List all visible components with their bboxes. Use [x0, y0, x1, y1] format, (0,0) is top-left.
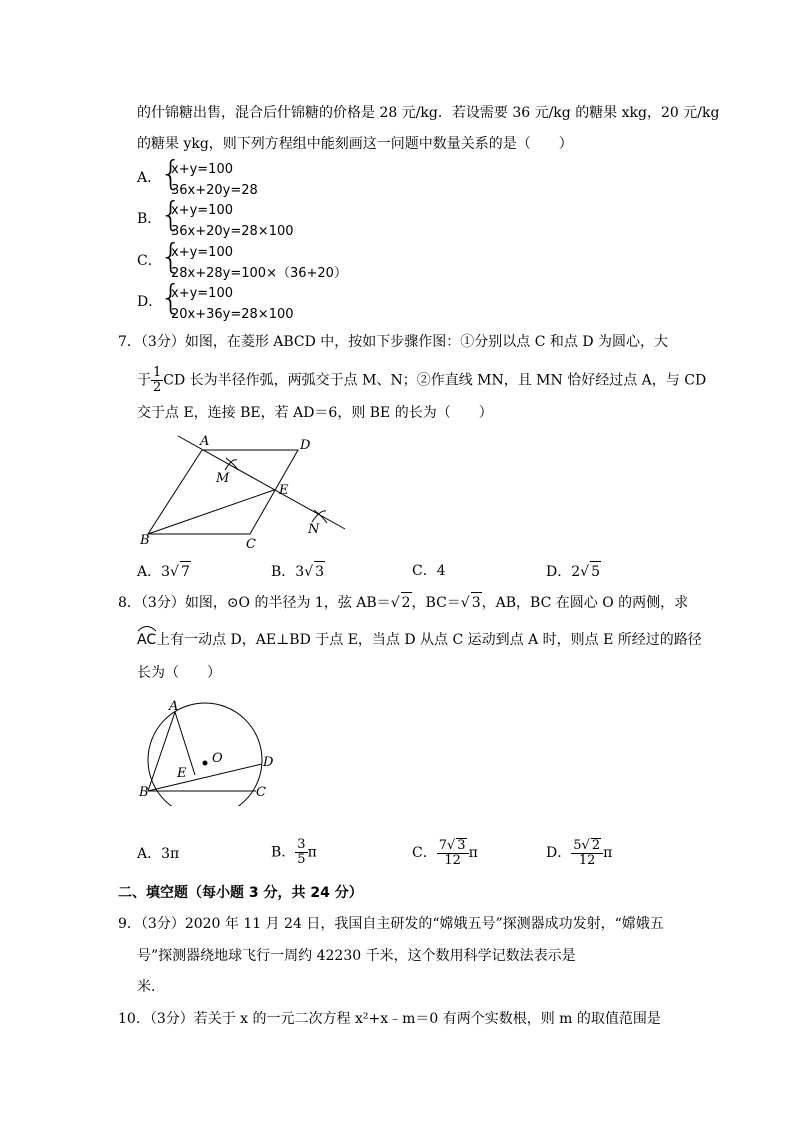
- segment-be: [148, 490, 274, 534]
- radicand: 2: [591, 838, 601, 853]
- radicand: 3: [314, 561, 325, 582]
- answer-label: D．: [546, 564, 572, 580]
- pi-symbol: π: [468, 845, 478, 861]
- label-d: D: [263, 755, 274, 770]
- q7-answer-d[interactable]: [546, 561, 601, 582]
- brace-icon: {: [160, 237, 182, 277]
- answer-coef: 3: [161, 564, 171, 580]
- q8-answer-a[interactable]: [137, 844, 179, 864]
- fraction-numerator: 1: [153, 365, 162, 380]
- sqrt-icon: [580, 564, 589, 580]
- label-n: N: [308, 522, 320, 537]
- q7-rhombus-figure: [140, 430, 360, 555]
- center-dot: [203, 761, 208, 766]
- q8-answer-c[interactable]: [412, 838, 478, 868]
- section-title: 二、填空题（每小题 3 分，共 24 分）: [118, 885, 363, 901]
- radicand: 3: [471, 592, 482, 613]
- label-c: C: [256, 785, 266, 800]
- brace-icon: {: [160, 278, 182, 318]
- q7-text-line1: 7．（3分）如图，在菱形 ABCD 中，按如下步骤作图：①分别以点 C 和点 D 为圆心，大: [118, 334, 669, 350]
- q8-answer-b[interactable]: [271, 838, 317, 867]
- answer-label: A．: [137, 564, 162, 580]
- fraction-denominator: 12: [444, 853, 461, 868]
- option-label: A．: [137, 170, 162, 186]
- fraction-numerator: 3: [297, 837, 306, 852]
- num-coef: 5: [573, 838, 582, 853]
- label-m: M: [216, 471, 230, 486]
- arc-icon: [137, 624, 157, 632]
- segment-bd: [148, 764, 262, 791]
- pi-symbol: π: [307, 844, 317, 861]
- q9-text-line1: 9．（3分）2020 年 11 月 24 日，我国自主研发的“嫦娥五号”探测器成功发射，“嫦娥五: [118, 916, 664, 932]
- answer-label: B．: [271, 844, 296, 861]
- label-a: A: [169, 699, 179, 714]
- q8-line1-part: 8．（3分）如图，⊙O 的半径为 1，弦 AB＝: [118, 595, 391, 611]
- equation: 28x+28y=100×（36+20）: [171, 266, 347, 281]
- fraction-numerator: [571, 838, 603, 854]
- fraction: [437, 838, 469, 868]
- option-label: D．: [137, 294, 163, 310]
- fraction: [151, 366, 163, 395]
- equation: x+y=100: [171, 245, 233, 260]
- label-e: E: [279, 483, 289, 498]
- label-a: A: [200, 434, 210, 449]
- q8-line2-text: 上有一动点 D，AE⊥BD 于点 E，当点 D 从点 C 运动到点 A 时，则点 E 所经过的路径: [156, 632, 702, 648]
- answer-coef: 3: [295, 564, 305, 580]
- q8-answer-d[interactable]: [546, 838, 612, 868]
- q7-text-line3: 交于点 E，连接 BE，若 AD＝6，则 BE 的长为（ ）: [137, 405, 493, 421]
- q7-answer-b[interactable]: [271, 561, 325, 582]
- q7-answer-a[interactable]: [137, 561, 191, 582]
- q6-text-line1: 的什锦糖出售，混合后什锦糖的价格是 28 元/kg．若设需要 36 元/kg 的糖果 xkg，20 元/kg: [137, 105, 720, 121]
- q9-text-line3: 米．: [137, 979, 165, 995]
- fraction: [295, 838, 307, 867]
- answer-label: D．: [546, 845, 572, 861]
- answer-coef: 2: [571, 564, 581, 580]
- sqrt-icon: [461, 595, 470, 611]
- q7-answer-c[interactable]: [412, 561, 446, 581]
- answer-value: 3π: [161, 846, 180, 862]
- label-b: B: [139, 785, 149, 800]
- sqrt-icon: [170, 564, 179, 580]
- radicand: 5: [590, 561, 601, 582]
- option-label: C．: [137, 253, 162, 269]
- radicand: 7: [180, 561, 191, 582]
- fraction-numerator: [437, 838, 469, 854]
- q9-text-line2: 号”探测器绕地球飞行一周约 42230 千米，这个数用科学记数法表示是: [137, 948, 576, 964]
- answer-label: A．: [137, 846, 162, 862]
- q8-circle-figure: [138, 696, 288, 806]
- q6-text-line2: 的糖果 ykg，则下列方程组中能刻画这一问题中数量关系的是（ ）: [137, 136, 573, 152]
- equation: x+y=100: [171, 286, 233, 301]
- arc-label: AC: [137, 632, 157, 648]
- fraction-denominator: 2: [153, 380, 162, 395]
- equation: 20x+36y=28×100: [171, 307, 294, 322]
- q7-text-line2: [137, 366, 706, 395]
- sqrt-icon: [391, 595, 400, 611]
- brace-icon: {: [160, 154, 182, 194]
- q8-text-line3: 长为（ ）: [137, 665, 221, 681]
- fraction: [571, 838, 603, 868]
- pi-symbol: π: [603, 845, 613, 861]
- answer-label: C．: [412, 563, 437, 579]
- triangle-abc: [148, 712, 256, 791]
- arc-notation: [137, 630, 156, 650]
- label-o: O: [212, 751, 223, 766]
- q10-text-line1: 10．（3分）若关于 x 的一元二次方程 x²+x﹣m＝0 有两个实数根，则 m 的取值范围是: [118, 1011, 661, 1027]
- label-e: E: [177, 766, 187, 781]
- equation: 36x+20y=28×100: [171, 224, 294, 239]
- q8-line1-part: ，BC＝: [411, 595, 461, 611]
- fraction-denominator: 12: [578, 853, 596, 868]
- q7-line2-post: CD 长为半径作弧，两弧交于点 M、N；②作直线 MN，且 MN 恰好经过点 A，与 CD: [163, 372, 707, 389]
- sqrt-icon: [582, 838, 590, 853]
- label-c: C: [246, 537, 256, 552]
- q8-text-line2: [137, 630, 702, 650]
- equation: x+y=100: [171, 162, 233, 177]
- sqrt-icon: [304, 564, 313, 580]
- brace-icon: {: [160, 195, 182, 235]
- equation: 36x+20y=28: [171, 183, 258, 198]
- equation: x+y=100: [171, 203, 233, 218]
- sqrt-icon: [447, 838, 455, 853]
- option-label: B．: [137, 211, 162, 227]
- radicand: 3: [457, 838, 466, 853]
- q8-line1-part: ，AB，BC 在圆心 O 的两侧，求: [481, 595, 689, 611]
- q8-text-line1: [118, 592, 688, 613]
- num-coef: 7: [438, 838, 447, 853]
- fraction-denominator: 5: [297, 852, 306, 867]
- radicand: 2: [401, 592, 412, 613]
- answer-value: 4: [436, 563, 446, 579]
- label-b: B: [140, 533, 150, 548]
- answer-label: B．: [271, 564, 296, 580]
- answer-label: C．: [412, 845, 437, 861]
- rhombus-outline: [148, 450, 298, 534]
- q7-line2-pre: 于: [137, 372, 151, 389]
- label-d: D: [300, 438, 311, 453]
